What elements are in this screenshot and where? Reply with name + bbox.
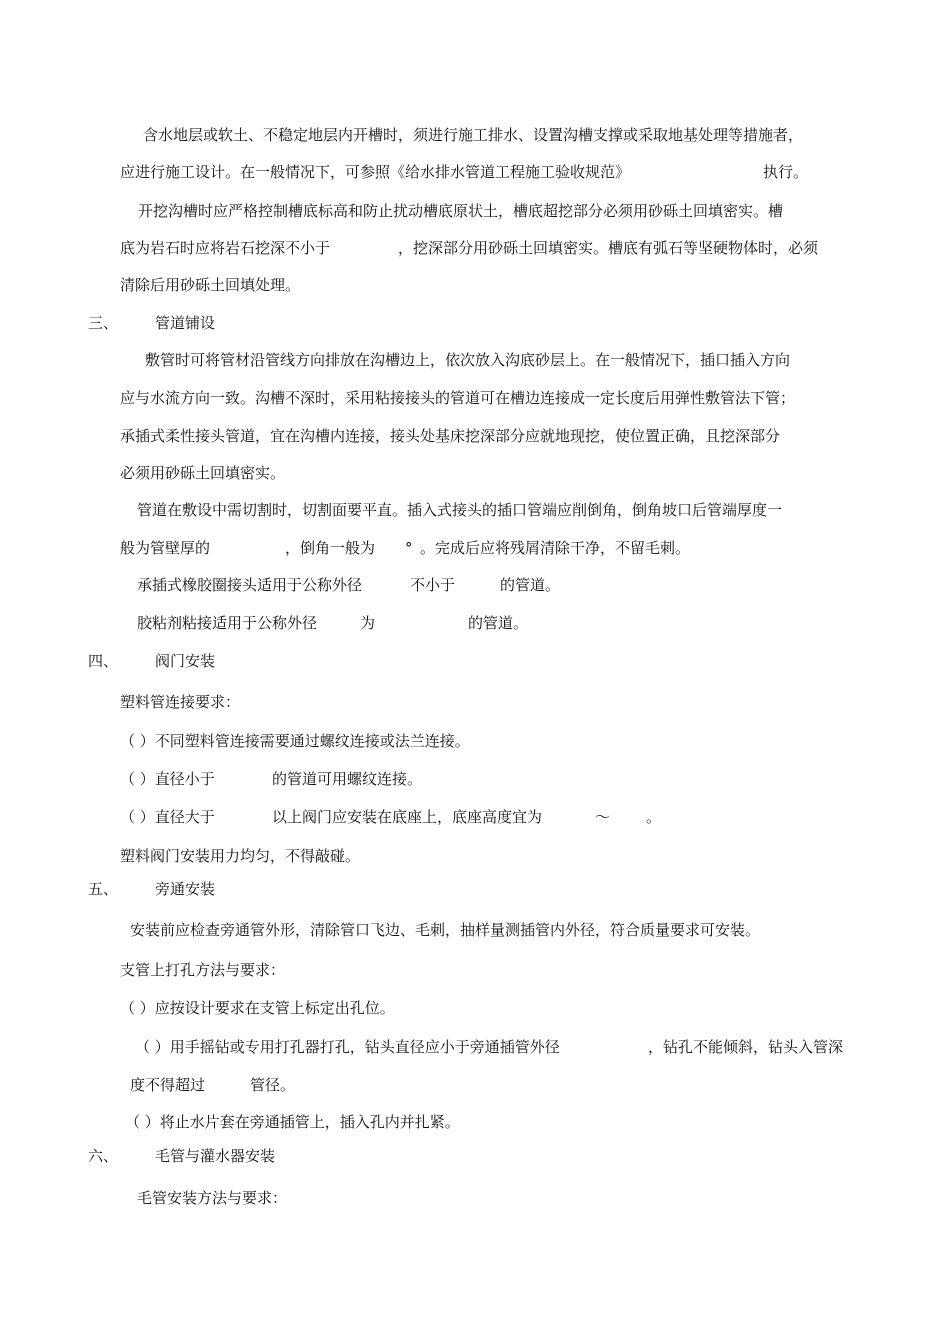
- list-item-text: 以上阀门应安装在底座上，底座高度宜为: [272, 808, 543, 826]
- list-item: （ ）不同塑料管连接需要通过螺纹连接或法兰连接。: [120, 732, 470, 750]
- list-item-text: ～: [595, 808, 611, 826]
- paragraph-line: ，挖深部分用砂砾土回填密实。槽底有弧石等坚硬物体时，必须: [398, 239, 819, 257]
- paragraph-line: 承插式橡胶圈接头适用于公称外径: [137, 576, 363, 594]
- section-number: 四、: [88, 652, 119, 670]
- paragraph-line: 。完成后应将残屑清除干净，不留毛刺。: [420, 539, 691, 557]
- paragraph-line: 不小于: [410, 576, 456, 594]
- paragraph-line: 的管道。: [468, 614, 529, 632]
- section-heading: 毛管与灌水器安装: [155, 1147, 276, 1165]
- paragraph-line: 应进行施工设计。在一般情况下，可参照《给水排水管道工程施工验收规范》: [120, 163, 631, 181]
- paragraph-line: 必须用砂砾土回填密实。: [120, 464, 286, 482]
- paragraph-line: 的管道。: [500, 576, 561, 594]
- list-item-text: 度不得超过: [130, 1076, 206, 1094]
- list-item: （ ）直径小于: [120, 770, 215, 788]
- section-heading: 阀门安装: [155, 652, 216, 670]
- section-number: 六、: [88, 1147, 119, 1165]
- paragraph-line: ，倒角一般为: [285, 539, 376, 557]
- list-item-text: 。: [646, 808, 662, 826]
- section-heading: 管道铺设: [155, 314, 216, 332]
- paragraph-line: 般为管壁厚的: [120, 539, 211, 557]
- list-item: （ ）直径大于: [120, 808, 215, 826]
- section-heading: 旁通安装: [155, 880, 216, 898]
- paragraph-line: 清除后用砂砾土回填处理。: [120, 276, 301, 294]
- paragraph-line: 含水地层或软土、不稳定地层内开槽时，须进行施工排水、设置沟槽支撑或采取地基处理等措施者，: [143, 126, 804, 144]
- list-item-text: 的管道可用螺纹连接。: [272, 770, 423, 788]
- paragraph-line: 支管上打孔方法与要求：: [120, 961, 286, 979]
- list-item: （ ）用手摇钻或专用打孔器打孔，钻头直径应小于旁通插管外径: [135, 1038, 560, 1056]
- paragraph-line: 敷管时可将管材沿管线方向排放在沟槽边上，依次放入沟底砂层上。在一般情况下，插口插入方向: [145, 351, 791, 369]
- list-item-text: 管径。: [250, 1076, 296, 1094]
- degree-symbol: °: [405, 539, 413, 557]
- paragraph-line: 应与水流方向一致。沟槽不深时，采用粘接接头的管道可在槽边连接成一定长度后用弹性敷管法下管；: [120, 389, 796, 407]
- paragraph-line: 安装前应检查旁通管外形，清除管口飞边、毛刺，抽样量测插管内外径，符合质量要求可安装。: [130, 921, 761, 939]
- paragraph-line: 胶粘剂粘接适用于公称外径: [137, 614, 318, 632]
- paragraph-line: 毛管安装方法与要求：: [137, 1189, 288, 1207]
- paragraph-line: 底为岩石时应将岩石挖深不小于: [120, 239, 331, 257]
- list-item-text: ，钻孔不能倾斜，钻头入管深: [648, 1038, 844, 1056]
- section-number: 三、: [88, 314, 119, 332]
- paragraph-line: 开挖沟槽时应严格控制槽底标高和防止扰动槽底原状土，槽底超挖部分必须用砂砾土回填密实。槽: [138, 202, 784, 220]
- paragraph-line: 塑料阀门安装用力均匀，不得敲碰。: [120, 847, 361, 865]
- paragraph-line: 为: [360, 614, 376, 632]
- list-item: （ ）将止水片套在旁通插管上，插入孔内并扎紧。: [125, 1113, 460, 1131]
- paragraph-line: 塑料管连接要求：: [120, 693, 241, 711]
- paragraph-line: 承插式柔性接头管道，宜在沟槽内连接，接头处基床挖深部分应就地现挖，使位置正确，且挖深部分: [120, 427, 781, 445]
- list-item: （ ）应按设计要求在支管上标定出孔位。: [120, 999, 395, 1017]
- section-number: 五、: [88, 880, 119, 898]
- paragraph-line: 执行。: [763, 163, 809, 181]
- paragraph-line: 管道在敷设中需切割时，切割面要平直。插入式接头的插口管端应削倒角，倒角坡口后管端厚度一: [137, 501, 783, 519]
